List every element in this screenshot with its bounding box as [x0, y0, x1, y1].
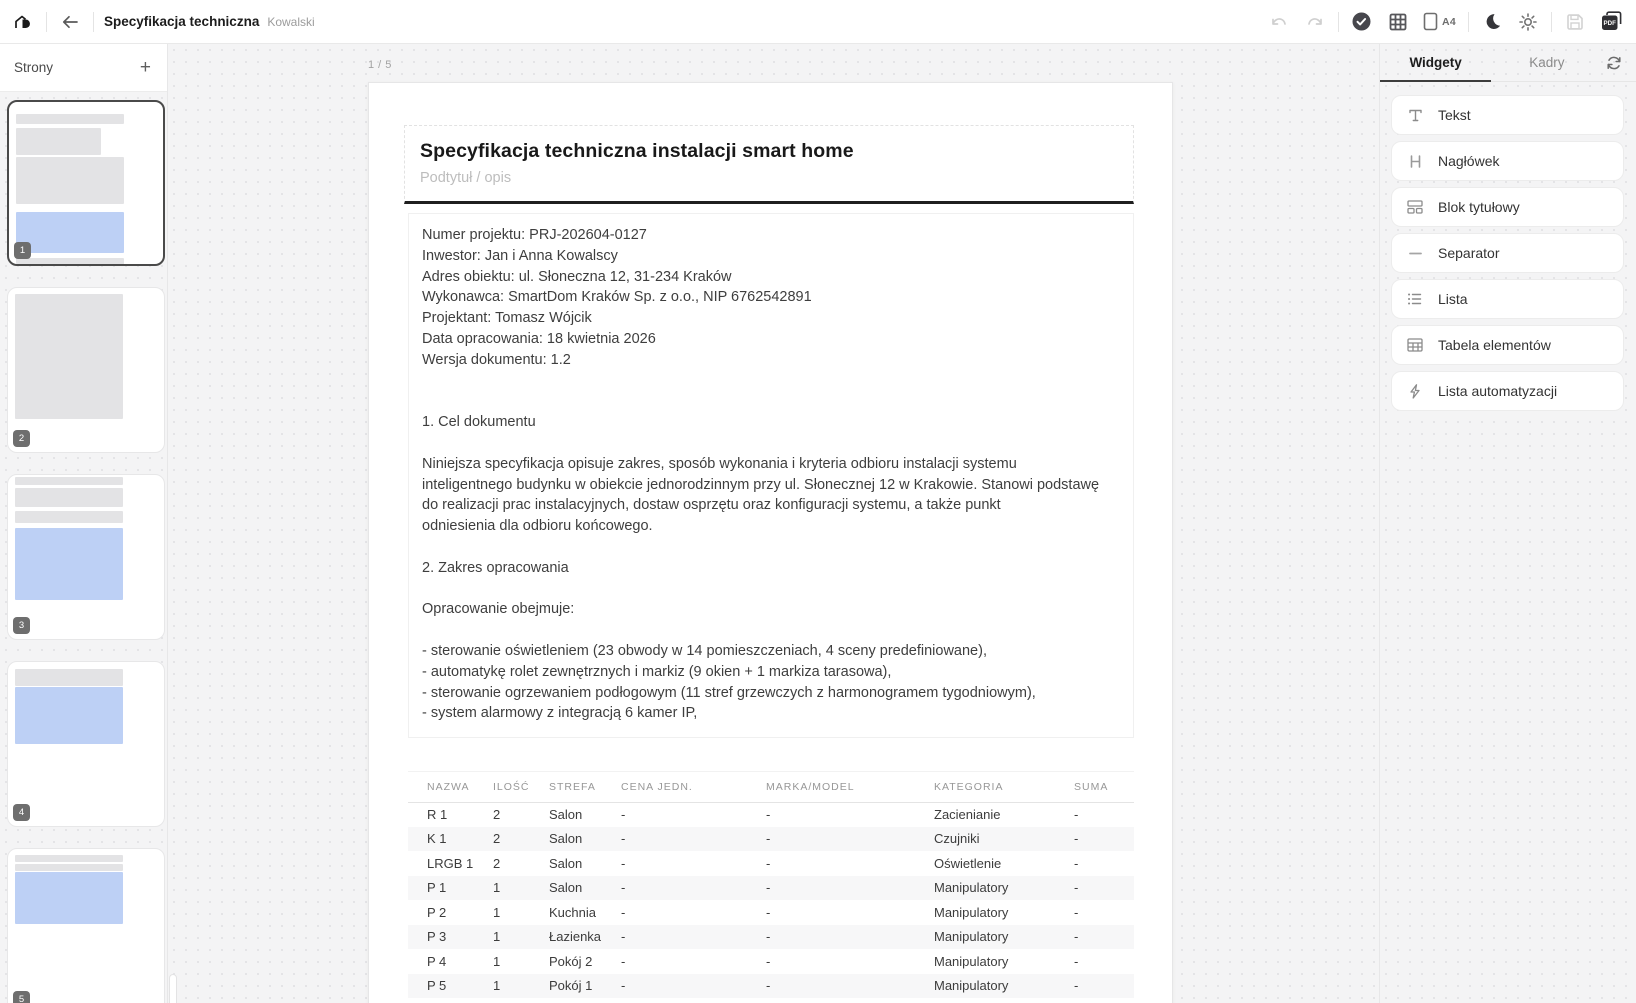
body-line: Inwestor: Jan i Anna Kowalscy [422, 247, 618, 264]
document-page [368, 82, 1173, 1003]
table-column-header: KATEGORIA [934, 772, 1074, 802]
grid-icon[interactable] [1385, 9, 1411, 35]
page-format-label: A4 [1441, 15, 1456, 28]
table-cell[interactable]: 2 [493, 807, 501, 822]
page-number-badge: 4 [13, 804, 30, 821]
widgets-panel [1379, 44, 1636, 1003]
table-cell[interactable]: LRGB 1 [427, 855, 474, 871]
table-cell[interactable]: Manipulatory [934, 925, 1074, 950]
body-line: - sterowanie oświetleniem (23 obwody w 14 pomieszczeniach, 4 sceny predefiniowane), [422, 642, 987, 659]
body-line: 1. Cel dokumentu [422, 414, 536, 431]
page-thumbnail-1[interactable] [7, 100, 165, 266]
table-cell[interactable]: - [621, 904, 626, 920]
divider [46, 12, 47, 32]
table-row [408, 900, 1134, 925]
document-heading[interactable]: Specyfikacja techniczna instalacji smart home [420, 140, 854, 162]
table-cell[interactable]: - [766, 953, 771, 969]
table-cell[interactable]: - [621, 876, 766, 901]
table-cell[interactable]: - [1074, 953, 1079, 969]
table-cell[interactable]: Oświetlenie [934, 855, 1002, 871]
widget-blok-tytułowy[interactable] [1391, 187, 1624, 227]
divider [1551, 12, 1552, 32]
table-cell[interactable]: P 2 [427, 904, 447, 920]
table-cell[interactable]: Łazienka [549, 925, 621, 950]
page-number-badge: 2 [13, 430, 30, 447]
thumb-block-gray [15, 488, 123, 507]
table-header-row [408, 772, 1134, 802]
thumb-block-blue [16, 212, 124, 253]
divider [93, 12, 94, 32]
add-page-button[interactable]: + [139, 57, 151, 78]
thumb-block-gray [15, 864, 123, 871]
table-cell[interactable]: Manipulatory [934, 974, 1074, 999]
table-cell[interactable]: - [766, 876, 934, 901]
table-cell[interactable]: - [766, 904, 771, 920]
redo-icon[interactable] [1302, 9, 1328, 35]
body-line: Wykonawca: SmartDom Kraków Sp. z o.o., NIP 6762542891 [422, 289, 812, 306]
moon-icon[interactable] [1479, 9, 1505, 35]
widget-list [1380, 82, 1636, 411]
table-cell[interactable]: P 5 [408, 974, 493, 999]
widget-label: Tekst [1438, 107, 1471, 123]
elements-table [408, 772, 1134, 998]
tab-kadry[interactable]: Kadry [1529, 54, 1565, 70]
table-cell[interactable]: 1 [493, 904, 501, 920]
automation-icon [1406, 382, 1424, 400]
thumb-block-gray [16, 114, 124, 124]
body-line: - automatykę rolet zewnętrznych i markiz (9 okien + 1 markiza tarasowa), [422, 663, 892, 680]
pages-sidebar-title: Strony [14, 60, 54, 75]
widget-label: Lista [1438, 291, 1468, 307]
table-column-header: MARKA/MODEL [766, 772, 934, 802]
table-cell[interactable]: - [766, 827, 934, 852]
thumb-block-gray [16, 157, 124, 204]
page-thumbnail-5[interactable] [7, 848, 165, 1003]
body-line [422, 620, 1133, 641]
body-line: inteligentnego budynku w obiekcie jednorodzinnym przy ul. Słonecznej 12 w Krakowie. Stanowi podstawę [422, 476, 1100, 493]
table-row [408, 851, 1134, 876]
widget-tekst[interactable] [1391, 95, 1624, 135]
table-cell[interactable]: - [621, 925, 766, 950]
page-format-icon[interactable] [1421, 9, 1458, 35]
body-line: Data opracowania: 18 kwietnia 2026 [422, 330, 656, 347]
page-indicator: 1 / 5 [368, 59, 392, 71]
title-block-icon [1406, 198, 1424, 216]
thumbnail-preview [15, 288, 157, 452]
table-cell[interactable]: - [1074, 827, 1134, 852]
table-cell[interactable]: - [766, 807, 771, 822]
export-pdf-icon[interactable] [1598, 9, 1624, 35]
table-cell[interactable]: Salon [549, 827, 621, 852]
table-cell[interactable]: Manipulatory [934, 876, 1074, 901]
table-cell[interactable]: Salon [549, 807, 583, 822]
workspace [0, 44, 1636, 1003]
thumb-block-gray [15, 294, 123, 419]
pages-sidebar-header [0, 44, 167, 92]
page-thumbnail-4[interactable] [7, 661, 165, 827]
divider [1338, 12, 1339, 32]
table-column-header: STREFA [549, 772, 621, 802]
widget-label: Lista automatyzacji [1438, 383, 1558, 399]
table-cell[interactable]: - [1074, 974, 1134, 999]
body-line: Adres obiektu: ul. Słoneczna 12, 31-234 Kraków [422, 268, 732, 285]
body-line: do realizacji prac instalacyjnych, dostaw osprzętu oraz konfiguracji systemu, a także punkt [422, 497, 1001, 514]
table-cell[interactable]: - [1074, 925, 1134, 950]
table-cell[interactable]: - [621, 953, 626, 969]
table-cell[interactable]: - [621, 855, 626, 871]
body-line: Projektant: Tomasz Wójcik [422, 310, 592, 327]
widget-separator[interactable] [1391, 233, 1624, 273]
table-cell[interactable]: 1 [493, 974, 549, 999]
body-line [422, 537, 1133, 558]
thumb-block-gray [15, 477, 123, 485]
tab-widgety[interactable]: Widgety [1380, 44, 1491, 82]
document-owner: Kowalski [267, 15, 315, 29]
thumbnail-preview [16, 102, 156, 264]
table-row [408, 974, 1134, 999]
body-line: - system alarmowy z integracją 6 kamer IP, [422, 705, 698, 722]
table-cell[interactable]: - [1074, 876, 1134, 901]
table-row [408, 827, 1134, 852]
home-logo-icon[interactable] [10, 9, 36, 35]
table-cell[interactable]: - [1074, 807, 1079, 822]
table-cell[interactable]: Czujniki [934, 827, 1074, 852]
widget-lista[interactable] [1391, 279, 1624, 319]
table-cell[interactable]: Pokój 2 [549, 953, 593, 969]
table-cell[interactable]: - [766, 974, 934, 999]
body-line [422, 391, 1133, 412]
table-cell[interactable]: P 1 [408, 876, 493, 901]
divider [1468, 12, 1469, 32]
page-number-badge: 3 [13, 617, 30, 634]
widget-lista-automatyzacji[interactable] [1391, 371, 1624, 411]
document-title: Specyfikacja techniczna [104, 14, 260, 29]
widget-label: Tabela elementów [1438, 337, 1551, 353]
table-cell[interactable]: 2 [493, 827, 549, 852]
table-cell[interactable]: 1 [493, 925, 549, 950]
table-cell[interactable]: - [766, 855, 771, 871]
body-line: 2. Zakres opracowania [422, 559, 569, 576]
table-column-header: SUMA [1074, 772, 1134, 802]
table-icon [1406, 336, 1424, 354]
page-thumbnail-list [0, 92, 167, 1003]
pages-sidebar [0, 44, 168, 1003]
document-title-group[interactable] [104, 14, 315, 29]
table-cell[interactable]: 1 [493, 953, 501, 969]
table-cell[interactable]: Zacienianie [934, 807, 1001, 822]
document-subtitle-placeholder[interactable]: Podtytuł / opis [420, 170, 512, 186]
svg-text:PDF: PDF [1603, 20, 1616, 27]
widget-label: Nagłówek [1438, 153, 1500, 169]
body-line: Niniejsza specyfikacja opisuje zakres, sposób wykonania i kryteria odbioru instalacji systemu [422, 455, 1017, 472]
table-cell[interactable]: - [621, 807, 626, 822]
list-icon [1406, 290, 1424, 308]
table-row [408, 949, 1134, 974]
table-cell[interactable]: - [621, 974, 766, 999]
table-cell[interactable]: - [621, 827, 766, 852]
check-circle-icon[interactable] [1349, 9, 1375, 35]
page-thumbnail-3[interactable] [7, 474, 165, 640]
document-canvas [168, 44, 1379, 1003]
table-cell[interactable]: Manipulatory [934, 953, 1009, 969]
thumb-block-gray [15, 669, 123, 686]
widget-nagłówek[interactable] [1391, 141, 1624, 181]
text-icon [1406, 106, 1424, 124]
title-block-widget[interactable] [404, 125, 1134, 204]
heading-icon [1406, 152, 1424, 170]
elements-table-widget[interactable] [408, 771, 1134, 998]
widget-label: Blok tytułowy [1438, 199, 1520, 215]
save-icon[interactable] [1562, 9, 1588, 35]
body-line: odniesienia dla odbioru końcowego. [422, 518, 653, 535]
table-cell[interactable]: - [1074, 904, 1079, 920]
table-row [408, 802, 1134, 827]
table-cell[interactable]: Pokój 1 [549, 974, 621, 999]
table-column-header: NAZWA [408, 772, 493, 802]
table-column-header: CENA JEDN. [621, 772, 766, 802]
widget-tabela-elementów[interactable] [1391, 325, 1624, 365]
table-cell[interactable]: Manipulatory [934, 904, 1009, 920]
body-line: - sterowanie ogrzewaniem podłogowym (11 stref grzewczych z harmonogramem tygodniowym), [422, 684, 1036, 701]
table-cell[interactable]: R 1 [427, 807, 448, 822]
back-arrow-icon[interactable] [57, 9, 83, 35]
sun-icon[interactable] [1515, 9, 1541, 35]
table-cell[interactable]: - [766, 925, 934, 950]
thumb-block-gray [16, 258, 124, 266]
body-line [422, 371, 1133, 392]
table-column-header: ILOŚĆ [493, 772, 549, 802]
body-line [422, 433, 1133, 454]
thumbnail-preview [15, 475, 157, 639]
thumbnail-preview [15, 662, 157, 826]
refresh-icon[interactable] [1603, 51, 1626, 75]
thumbnail-preview [15, 849, 157, 1003]
thumb-block-blue [15, 872, 123, 924]
body-line: Opracowanie obejmuje: [422, 601, 575, 618]
page-number-badge: 5 [13, 991, 30, 1003]
table-cell[interactable]: P 3 [408, 925, 493, 950]
undo-icon[interactable] [1266, 9, 1292, 35]
body-line: Wersja dokumentu: 1.2 [422, 351, 571, 368]
table-cell[interactable]: 2 [493, 855, 501, 871]
table-row [408, 925, 1134, 950]
separator-icon [1406, 244, 1424, 262]
table-cell[interactable]: K 1 [408, 827, 493, 852]
panel-tabbar [1380, 44, 1636, 82]
top-toolbar [0, 0, 1636, 44]
body-line: Numer projektu: PRJ-202604-0127 [422, 227, 647, 243]
table-cell[interactable]: 1 [493, 876, 549, 901]
thumb-block-blue [15, 687, 123, 744]
table-cell[interactable]: P 4 [427, 953, 447, 969]
thumb-block-gray [15, 511, 123, 523]
table-row [408, 876, 1134, 901]
table-cell[interactable]: Salon [549, 876, 621, 901]
table-cell[interactable]: - [1074, 855, 1079, 871]
table-cell[interactable]: Salon [549, 855, 583, 871]
widget-label: Separator [1438, 245, 1500, 261]
page-number-badge: 1 [14, 242, 31, 259]
body-line [422, 579, 1133, 600]
table-cell[interactable]: Kuchnia [549, 904, 596, 920]
thumb-block-gray [16, 128, 101, 155]
body-text-widget[interactable] [408, 213, 1134, 738]
thumb-block-gray [15, 855, 123, 862]
thumb-block-blue [15, 528, 123, 600]
page-thumbnail-2[interactable] [7, 287, 165, 453]
